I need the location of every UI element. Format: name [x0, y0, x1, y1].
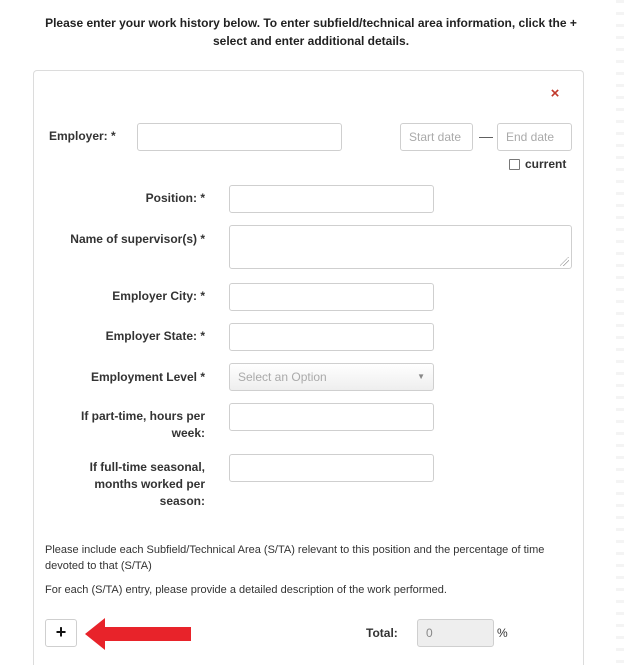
- seasonal-months-input[interactable]: [229, 454, 434, 482]
- employer-city-label: Employer City: *: [112, 289, 205, 303]
- add-sta-button[interactable]: +: [45, 619, 77, 647]
- employer-state-input[interactable]: [229, 323, 434, 351]
- supervisor-textarea[interactable]: [229, 225, 572, 269]
- total-value-field: 0: [417, 619, 494, 647]
- employer-label: Employer: *: [49, 129, 116, 143]
- chevron-down-icon: ▼: [417, 372, 425, 381]
- sta-relevance-note: Please include each Subfield/Technical Area (S/TA) relevant to this position and the percentage of time devoted to that (S/TA): [45, 544, 545, 572]
- start-date-input[interactable]: [400, 123, 473, 151]
- instructions-text: Please enter your work history below. To enter subfield/technical area information, click the + select and enter additional details.: [45, 16, 577, 48]
- employment-level-select[interactable]: [229, 363, 434, 391]
- part-time-hours-input[interactable]: [229, 403, 434, 431]
- seasonal-months-label: If full-time seasonal, months worked per season:: [89, 460, 205, 508]
- total-label: Total:: [366, 626, 398, 640]
- date-range-separator: —: [479, 128, 493, 144]
- employment-level-label: Employment Level *: [90, 370, 205, 384]
- current-label: current: [525, 157, 567, 171]
- end-date-input[interactable]: [497, 123, 572, 151]
- total-percent-sign: %: [497, 626, 508, 640]
- textarea-resize-handle[interactable]: [560, 257, 569, 266]
- part-time-hours-label: If part-time, hours per week:: [80, 409, 205, 440]
- employment-level-selected: Select an Option: [238, 370, 327, 384]
- supervisor-label: Name of supervisor(s) *: [70, 232, 205, 246]
- red-arrow-pointer-icon: [84, 617, 192, 651]
- sta-description-note: For each (S/TA) entry, please provide a detailed description of the work performed.: [45, 584, 447, 596]
- page-edge-decoration: [616, 0, 624, 664]
- employer-input[interactable]: [137, 123, 342, 151]
- employer-state-label: Employer State: *: [105, 329, 205, 343]
- employer-city-input[interactable]: [229, 283, 434, 311]
- position-input[interactable]: [229, 185, 434, 213]
- position-label: Position: *: [145, 191, 205, 205]
- remove-entry-close-icon[interactable]: ×: [550, 85, 560, 102]
- current-checkbox[interactable]: [509, 159, 520, 170]
